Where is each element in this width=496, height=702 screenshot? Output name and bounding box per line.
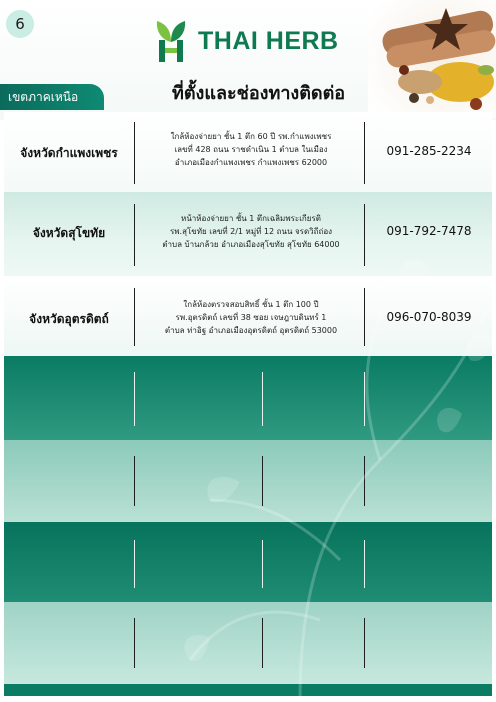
logo-text: THAI HERB — [198, 26, 339, 55]
column-divider — [134, 372, 135, 426]
empty-row — [4, 356, 492, 440]
address-line: อำเภอเมืองกำแพงเพชร กำแพงเพชร 62000 — [174, 158, 328, 167]
column-divider — [134, 288, 135, 346]
column-divider — [364, 122, 365, 184]
address-line: ใกล้ห้องจ่ายยา ชั้น 1 ตึก 60 ปี รพ.กำแพงเพชร — [170, 132, 332, 141]
column-divider — [364, 204, 365, 266]
address-line: ตำบล บ้านกล้วย อำเภอเมืองสุโขทัย สุโขทัย 64000 — [162, 240, 340, 249]
table-row — [4, 112, 492, 192]
column-divider — [364, 618, 365, 668]
address-line: ตำบล ท่าอิฐ อำเภอเมืองอุตรดิตถ์ อุตรดิตถ์ 53000 — [164, 326, 338, 335]
region-tab — [0, 84, 104, 110]
province-name: จังหวัดอุตรดิตถ์ — [29, 312, 109, 326]
address-block — [138, 298, 364, 337]
column-divider — [134, 122, 135, 184]
address-line: รพ.สุโขทัย เลขที่ 2/1 หมู่ที่ 12 ถนน จรดวิถีถ่อง — [169, 227, 333, 236]
column-divider — [134, 540, 135, 588]
spices-image — [368, 0, 496, 118]
column-divider — [262, 540, 263, 588]
address-line: หน้าห้องจ่ายยา ชั้น 1 ตึกเฉลิมพระเกียรติ — [181, 214, 321, 223]
address-line: ใกล้ห้องตรวจสอบสิทธิ์ ชั้น 1 ตึก 100 ปี — [183, 300, 319, 309]
column-divider — [364, 540, 365, 588]
empty-row — [4, 522, 492, 602]
column-divider — [364, 288, 365, 346]
address-line: รพ.อุตรดิตถ์ เลขที่ 38 ซอย เจษฎาบดินทร์ 1 — [175, 313, 327, 322]
bottom-band — [4, 684, 492, 696]
logo — [150, 18, 339, 64]
page-title: ที่ตั้งและช่องทางติดต่อ — [172, 83, 346, 104]
address-block — [138, 212, 364, 251]
column-divider — [364, 372, 365, 426]
empty-row — [4, 440, 492, 522]
herb-leaf-logo-icon — [150, 18, 192, 64]
phone-number: 091-792-7478 — [386, 224, 472, 238]
column-divider — [262, 372, 263, 426]
region-label: เขตภาคเหนือ — [8, 89, 79, 104]
table-row — [4, 192, 492, 276]
page-number: 6 — [6, 10, 34, 38]
column-divider — [364, 456, 365, 506]
column-divider — [262, 456, 263, 506]
column-divider — [134, 456, 135, 506]
column-divider — [134, 204, 135, 266]
province-name: จังหวัดกำแพงเพชร — [20, 146, 118, 160]
phone-number: 091-285-2234 — [386, 144, 472, 158]
column-divider — [262, 618, 263, 668]
address-line: เลขที่ 428 ถนน ราชดำเนิน 1 ตำบล ในเมือง — [174, 145, 328, 154]
province-name: จังหวัดสุโขทัย — [32, 226, 106, 240]
address-block — [138, 130, 364, 169]
table-row — [4, 276, 492, 356]
empty-row — [4, 602, 492, 684]
phone-number: 096-070-8039 — [386, 310, 472, 324]
contact-table — [4, 112, 492, 696]
column-divider — [134, 618, 135, 668]
